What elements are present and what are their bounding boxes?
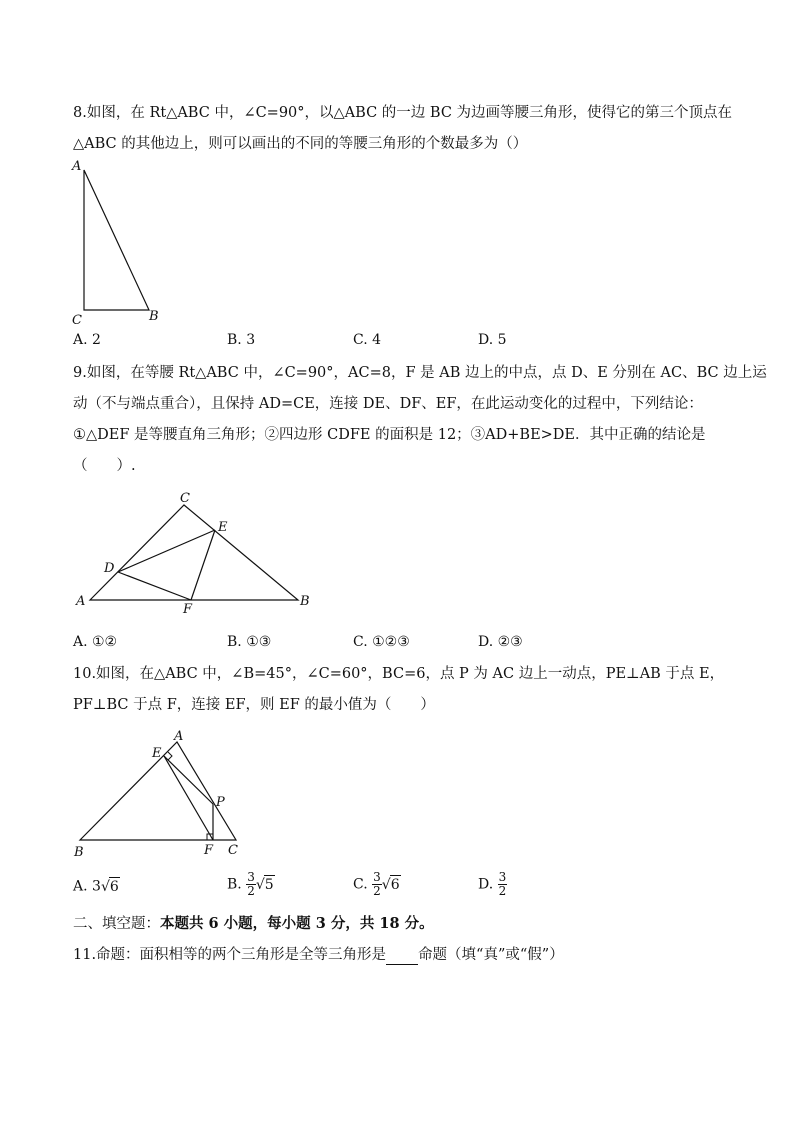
q9-text-line2: 动（不与端点重合），且保持 AD=CE，连接 DE、DF、EF，在此运动变化的过程中，下列结论： [73,396,703,412]
q8-text-line1: 8.如图，在 Rt△ABC 中，∠C=90°，以△ABC 的一边 BC 为边画等腰三角形，使得它的第三个顶点在 [73,105,733,121]
q8-option-a: A. 2 [73,332,101,348]
q9-label-b: B [300,594,310,609]
q8-text-line2: △ABC 的其他边上，则可以画出的不同的等腰三角形的个数最多为（） [73,136,528,152]
q10-label-p: P [216,795,225,810]
q10-option-b-fraction [246,871,256,898]
section2-bold-text: 本题共 6 小题，每小题 3 分，共 18 分。 [160,915,434,932]
q11-text-after: 命题（填“真”或“假”） [418,947,564,963]
q8-label-a: A [72,159,82,174]
q10-option-c-denominator: 2 [373,884,381,898]
q9-figure [70,488,320,618]
q10-option-d-denominator: 2 [498,884,507,898]
q10-option-c-fraction [372,871,382,898]
q10-label-c: C [228,843,238,858]
q10-label-e: E [152,746,162,761]
q10-label-b: B [74,845,84,860]
q10-label-a: A [174,729,184,744]
q8-label-c: C [72,313,82,328]
q11-text [73,945,564,965]
q9-option-b: B. ①③ [227,634,272,650]
q10-option-b-radicand: 5 [264,877,274,893]
q8-option-c: C. 4 [353,332,382,348]
q10-text-line2: PF⊥BC 于点 F，连接 EF，则 EF 的最小值为（ ） [73,697,435,713]
q10-option-c [353,871,401,898]
q10-option-c-prefix: C. [353,876,368,893]
q11-text-before: 11.命题：面积相等的两个三角形是全等三角形是 [73,947,387,963]
section2-prefix: 二、填空题： [73,916,160,932]
q9-option-a: A. ①② [73,634,118,650]
q11-answer-blank[interactable] [386,950,418,965]
q10-figure [66,726,256,861]
q10-option-b-prefix: B. [227,876,242,893]
q10-option-a-radicand: 6 [109,879,119,895]
q8-figure [66,158,176,328]
q9-label-c: C [180,491,190,506]
q10-option-d [478,871,507,898]
q9-label-e: E [218,520,228,535]
q10-option-b [227,871,275,898]
q8-option-b: B. 3 [227,332,256,348]
q9-text-line3: ①△DEF 是等腰直角三角形；②四边形 CDFE 的面积是 12；③AD+BE>DE．其中正确的结论是 [73,427,706,443]
q9-option-d: D. ②③ [478,634,523,650]
q10-option-d-numerator: 3 [498,870,507,884]
q10-option-c-sqrt: √6 [381,877,400,893]
q9-label-a: A [76,594,86,609]
q8-option-d: D. 5 [478,332,507,348]
q9-label-f: F [183,602,193,617]
q10-option-b-numerator: 3 [247,870,255,884]
q9-label-d: D [104,561,115,576]
q10-option-a-sqrt: √6 [100,879,119,895]
q10-option-c-radicand: 6 [390,877,400,893]
q10-option-d-fraction [498,871,508,898]
q9-option-c: C. ①②③ [353,634,410,650]
q9-text-line4: （ ）. [73,458,136,474]
q10-option-a [73,877,120,896]
q10-label-f: F [204,843,214,858]
q8-label-b: B [149,309,159,324]
q9-text-line1: 9.如图，在等腰 Rt△ABC 中，∠C=90°，AC=8，F 是 AB 边上的中点，点 D、E 分别在 AC、BC 边上运 [73,365,767,381]
section2-heading [73,914,434,934]
q10-option-a-prefix: A. [73,878,88,895]
q10-option-c-numerator: 3 [373,870,381,884]
q10-option-a-coef: 3 [92,878,101,895]
q10-option-b-sqrt: √5 [255,877,274,893]
q10-option-d-prefix: D. [478,876,494,893]
q10-option-b-denominator: 2 [247,884,255,898]
q10-text-line1: 10.如图，在△ABC 中，∠B=45°，∠C=60°，BC=6，点 P 为 AC 边上一动点，PE⊥AB 于点 E， [73,666,725,682]
